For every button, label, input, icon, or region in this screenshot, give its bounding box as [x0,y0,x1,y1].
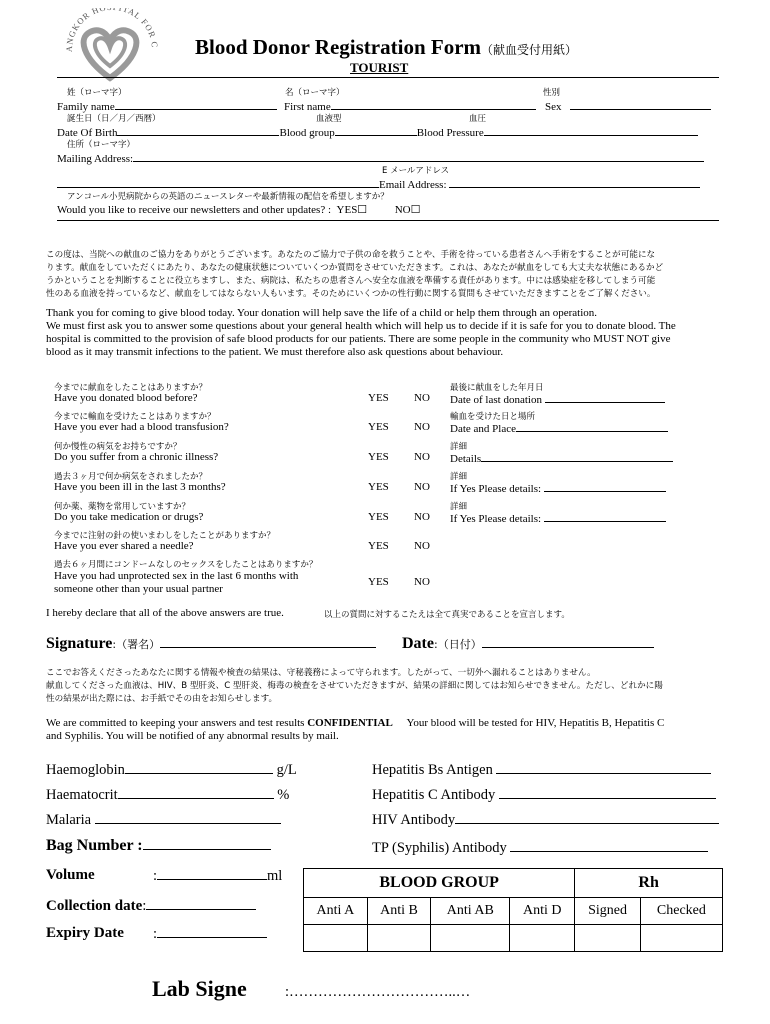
yes-option[interactable]: YES [368,576,389,588]
confidential-en [46,717,664,743]
question-jp: 今までに献血をしたことはありますか？ [54,383,208,393]
hiv-row [372,811,719,829]
confidential-jp-line: 献血してくださった血液は、HIV、B 型肝炎、C 型肝炎、梅毒の検査をさせていただきますが、結果の詳細に関してはお知らせできません。ただし、どれかに陽 [46,681,663,691]
transfusion-field[interactable] [516,421,668,432]
volume-row [46,867,95,884]
expiry-field-row [153,925,267,943]
rh-header: Rh [575,869,723,898]
hiv-field[interactable] [455,811,719,824]
intro-jp-line: ります。献血をしていただくにあたり、あなたの健康状態についていくつか質問をさせていただきます。これは、あなたが献血をしても大丈夫な状態にあるかど [46,263,664,273]
personal-divider [57,220,719,221]
signature-row [46,635,376,653]
declaration-en: I hereby declare that all of the above answers are true. [46,607,284,619]
blood-pressure-label: Blood Pressure [416,127,484,139]
date-row [402,635,654,653]
blood-group-field[interactable] [335,125,417,136]
intro-en-line: blood as it may transmit infections to the patient. We must therefore also ask questions about behaviour. [46,346,504,358]
yes-option[interactable]: YES [368,511,389,523]
first-name-row [284,99,536,113]
detail-row [450,421,668,435]
signature-label: Signature [46,635,113,652]
form-title-text: Blood Donor Registration Form [195,35,482,59]
dob-row [57,125,698,139]
hep-c-row [372,786,716,804]
dob-jp: 誕生日（日／月／西暦） [67,114,161,124]
detail-jp: 詳細 [450,502,468,512]
question-en: Have you ever had a blood transfusion? [54,421,229,433]
signature-field[interactable] [160,635,376,648]
hep-b-field[interactable] [496,761,711,774]
intro-jp-line: 性のある血液を持っているなど、献血をしてはならない人もいます。そのためにいくつかの性行動に関する質問もさせていただきますことをご了解ください。 [46,289,656,299]
question-jp: 今までに注射の針の使いまわしをしたことがありますか？ [54,531,276,541]
malaria-row [46,811,281,829]
anti-ab-header: Anti AB [431,898,510,925]
newsletter-question: Would you like to receive our newsletters and other updates? : [57,204,332,216]
no-option[interactable]: NO [414,576,430,588]
test-info-text: Your blood will be tested for HIV, Hepatitis B, Hepatitis C [406,717,665,729]
detail-row [450,392,665,406]
first-name-label: First name [284,101,331,113]
signed-cell[interactable] [575,925,641,952]
address-jp: 住所（ローマ字） [67,140,136,150]
question-jp: 今までに輸血を受けたことはありますか？ [54,412,216,422]
email-label: Email Address: [379,179,447,191]
anti-ab-cell[interactable] [431,925,510,952]
haemoglobin-field[interactable] [125,761,273,774]
question-jp: 過去６ヶ月間にコンドームなしのセックスをしたことはありますか？ [54,560,318,570]
tp-row [372,839,708,857]
confidential-text: We are committed to keeping your answers and test results [46,717,305,729]
hep-c-label: Hepatitis C Antibody [372,787,496,803]
detail-jp: 詳細 [450,472,468,482]
question-jp: 何か慢性の病気をお持ちですか？ [54,442,182,452]
yes-option[interactable]: YES [368,540,389,552]
no-option[interactable]: NO [414,481,430,493]
notify-text: and Syphilis. You will be notified of any abnormal results by mail. [46,730,339,742]
newsletter-no-checkbox[interactable]: NO☐ [394,204,421,216]
anti-a-cell[interactable] [304,925,368,952]
intro-jp-line: この度は、当院への献血のご協力をありがとうございます。あなたのご協力で子供の命を救うことや、手術を待っている患者さんへ手術をすることが可能にな [46,250,656,260]
intro-en-line: Thank you for coming to give blood today. Your donation will help save the life of a child or help them through an operation. [46,307,598,319]
haematocrit-label: Haematocrit [46,787,118,803]
tp-field[interactable] [510,839,708,852]
detail-row [450,451,673,465]
newsletter-yes-checkbox[interactable]: YES☐ [336,204,368,216]
blood-group-header: BLOOD GROUP [304,869,575,898]
first-name-jp: 名（ローマ字） [285,88,345,98]
bag-number-row [46,837,271,855]
no-option[interactable]: NO [414,451,430,463]
sex-field[interactable] [570,99,711,110]
address-line2-field[interactable] [57,177,379,188]
chronic-illness-field[interactable] [481,451,673,462]
intro-en-line: We must first ask you to answer some questions about your general health which will help us to decide if it is safe for you to donate blood. The [46,320,676,332]
checked-cell[interactable] [640,925,722,952]
haemoglobin-row [46,761,297,779]
signed-header: Signed [575,898,641,925]
blood-group-jp: 血液型 [316,114,342,124]
volume-field[interactable] [157,867,267,880]
intro-en [46,307,676,359]
date-field[interactable] [482,635,654,648]
haemoglobin-unit: g/L [276,762,297,778]
detail-jp: 輸血を受けた日と場所 [450,412,536,422]
detail-label: If Yes Please details: [450,513,542,525]
medication-details-field[interactable] [544,511,666,522]
volume-colon: : [153,868,158,884]
intro-jp [46,249,663,301]
detail-label: Details [450,453,482,465]
collection-date-label: Collection date [46,898,143,914]
tp-label: TP (Syphilis) Antibody [372,840,507,856]
question-en: Have you ever shared a needle? [54,540,194,552]
sex-label: Sex [545,101,562,113]
email-field[interactable] [449,177,700,188]
blood-group-label: Blood group [279,127,335,139]
yes-option[interactable]: YES [368,451,389,463]
signature-jp: :（署名） [112,638,161,651]
yes-option[interactable]: YES [368,481,389,493]
expiry-date-row [46,925,124,942]
family-name-jp: 姓（ローマ字） [67,88,127,98]
first-name-field[interactable] [331,99,536,110]
date-jp: :（日付） [433,638,482,651]
top-divider [57,77,719,78]
confidential-bold: CONFIDENTIAL [307,717,393,729]
lab-signe-label: Lab Signe [152,976,247,1001]
no-option[interactable]: NO [414,511,430,523]
declaration-jp: 以上の質問に対するこたえは全て真実であることを宣言します。 [324,610,570,620]
dob-label: Date Of Birth [57,127,118,139]
question-en: Do you suffer from a chronic illness? [54,451,219,463]
anti-b-cell[interactable] [367,925,431,952]
question-en: Do you take medication or drugs? [54,511,204,523]
date-label: Date [402,635,434,652]
anti-d-cell[interactable] [510,925,575,952]
collection-colon: : [142,898,147,914]
volume-unit: ml [267,868,283,884]
haematocrit-unit: % [277,787,290,803]
confidential-jp [46,667,663,706]
hep-b-row [372,761,711,779]
anti-b-header: Anti B [367,898,431,925]
volume-field-row [153,867,282,885]
detail-row [450,481,666,495]
lab-signe-field[interactable]: :……………………………..… [285,984,471,1000]
family-name-row [57,99,277,113]
detail-label: Date of last donation [450,394,542,406]
haematocrit-row [46,786,289,804]
detail-jp: 最後に献血をした年月日 [450,383,544,393]
hep-c-field[interactable] [499,786,716,799]
illness-details-field[interactable] [544,481,666,492]
email-row [57,177,700,191]
newsletter-row [57,203,420,216]
newsletter-jp: アンコール小児病院からの英語のニュースレターや最新情報の配信を希望しますか？ [67,192,389,202]
yes-option[interactable]: YES [368,421,389,433]
address-label: Mailing Address: [57,153,134,165]
intro-en-line: hospital is committed to the provision of safe blood products for our patients. There are some people in the community who MUST NOT give [46,333,671,345]
bag-number-field[interactable] [143,837,271,850]
last-donation-field[interactable] [545,392,665,403]
expiry-colon: : [153,926,158,942]
detail-label: If Yes Please details: [450,483,542,495]
volume-label: Volume [46,867,95,883]
anti-d-header: Anti D [510,898,575,925]
family-name-label: Family name [57,101,115,113]
question-jp: 何か薬、薬物を常用していますか？ [54,502,191,512]
question-en-cont: someone other than your usual partner [54,583,223,595]
tourist-label: TOURIST [350,60,409,75]
yes-option[interactable]: YES [368,392,389,404]
no-option[interactable]: NO [414,540,430,552]
no-option[interactable]: NO [414,392,430,404]
address-field[interactable] [133,151,704,162]
hiv-label: HIV Antibody [372,812,456,828]
expiry-date-field[interactable] [157,925,267,938]
detail-label: Date and Place [450,423,516,435]
blood-pressure-field[interactable] [484,125,698,136]
no-option[interactable]: NO [414,421,430,433]
logo-text: ANGKOR H TAL FOR [63,8,158,53]
blood-group-table [303,868,723,952]
email-jp: E メールアドレス [382,166,450,176]
anti-a-header: Anti A [304,898,368,925]
question-en: Have you donated blood before? [54,392,198,404]
haemoglobin-label: Haemoglobin [46,762,125,778]
address-row [57,151,704,165]
question-en: Have you had unprotected sex in the last 6 months with [54,570,299,582]
bag-number-label: Bag Number : [46,837,143,854]
form-title [195,35,577,60]
family-name-field[interactable] [115,99,277,110]
intro-jp-line: うかということを判断することに役立ちますし、また、病院は、私たちの患者さんへ安全な血液を準備する責任があります。中には感染症を移してしまう可能 [46,276,656,286]
expiry-date-label: Expiry Date [46,925,124,941]
question-en: Have you been ill in the last 3 months? [54,481,226,493]
confidential-jp-line: ここでお答えくださったあなたに関する情報や検査の結果は、守秘義務によって守られます。したがって、一切外へ漏れることはありません。 [46,668,596,678]
question-jp: 過去３ヶ月で何か病気をされましたか？ [54,472,208,482]
collection-date-field[interactable] [146,897,256,910]
malaria-label: Malaria [46,812,92,828]
malaria-field[interactable] [95,811,281,824]
confidential-jp-line: 性の結果が出た際には、お手紙でその由をお知らせします。 [46,694,278,704]
sex-jp: 性別 [543,88,561,98]
hep-b-label: Hepatitis Bs Antigen [372,762,493,778]
collection-date-row [46,897,256,915]
sex-row [545,99,711,113]
checked-header: Checked [640,898,722,925]
detail-row [450,511,666,525]
blood-pressure-jp: 血圧 [469,114,487,124]
detail-jp: 詳細 [450,442,468,452]
dob-field[interactable] [117,125,279,136]
form-title-jp: （献血受付用紙） [481,43,578,57]
haematocrit-field[interactable] [118,786,274,799]
